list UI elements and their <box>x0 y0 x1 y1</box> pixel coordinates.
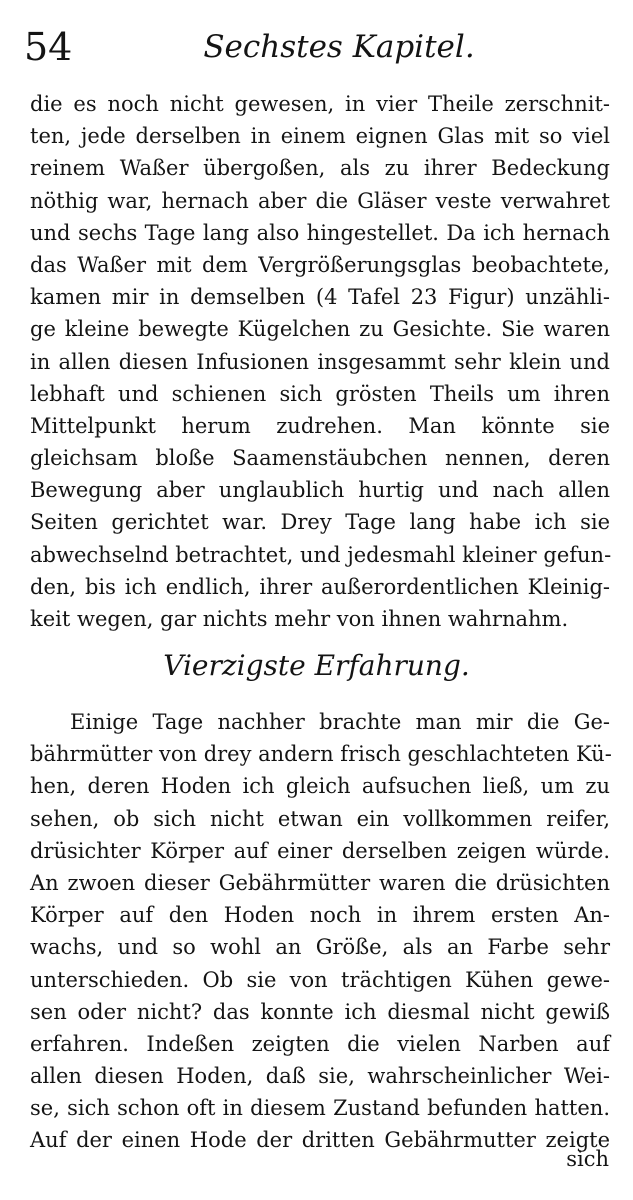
text-line: An zwoen dieser Gebährmütter waren die drüsichten <box>30 870 610 895</box>
text-line: ten, jede derselben in einem eignen Glas mit so viel <box>30 124 610 149</box>
paragraph <box>30 706 610 1157</box>
text-line: bährmütter von drey andern frisch geschlachteten Kü- <box>30 742 612 767</box>
text-line: wachs, und so wohl an Größe, als an Farbe sehr <box>30 935 610 960</box>
text-line: keit wegen, gar nichts mehr von ihnen wahrnahm. <box>30 607 569 631</box>
text-line: Körper auf den Hoden noch in ihrem ersten An- <box>30 903 610 928</box>
text-line: in allen diesen Infusionen insgesammt sehr klein und <box>30 349 610 374</box>
text-line: lebhaft und schienen sich grösten Theils um ihren <box>30 381 610 406</box>
text-line: Mittelpunkt herum zudrehen. Man könnte sie <box>30 413 610 438</box>
text-line: Auf der einen Hode der dritten Gebährmutter zeigte <box>30 1128 610 1153</box>
text-line: erfahren. Indeßen zeigten die vielen Narben auf <box>30 1031 610 1056</box>
text-line: ge kleine bewegte Kügelchen zu Gesichte. Sie waren <box>30 317 610 342</box>
text-line: das Waßer mit dem Vergrößerungsglas beobachtete, <box>30 252 610 277</box>
text-line: drüsichter Körper auf einer derselben zeigen würde. <box>30 838 610 863</box>
text-line: se, sich schon oft in diesem Zustand befunden hatten. <box>30 1096 610 1121</box>
text-line: den, bis ich endlich, ihrer außerordentlichen Kleinig- <box>30 574 610 599</box>
section-heading: Vierzigste Erfahrung. <box>163 649 470 682</box>
paragraph-continued <box>30 88 610 635</box>
text-line: gleichsam bloße Saamenstäubchen nennen, deren <box>30 446 610 471</box>
text-line: allen diesen Hoden, daß sie, wahrscheinlicher Wei- <box>30 1064 610 1089</box>
text-line: abwechselnd betrachtet, und jedesmahl kleiner gefun- <box>30 542 612 567</box>
catchword: sich <box>566 1147 609 1171</box>
running-head: Sechstes Kapitel. <box>203 29 475 65</box>
text-line: unterschieden. Ob sie von trächtigen Kühen gewe- <box>30 967 610 992</box>
text-line: Einige Tage nachher brachte man mir die Ge- <box>70 710 610 734</box>
text-line: hen, deren Hoden ich gleich aufsuchen ließ, um zu <box>30 774 610 799</box>
text-line: und sechs Tage lang also hingestellet. Da ich hernach <box>30 220 610 245</box>
text-line: sen oder nicht? das konnte ich diesmal nicht gewiß <box>30 999 610 1024</box>
text-line: reinem Waßer übergoßen, als zu ihrer Bedeckung <box>30 156 610 181</box>
text-line: kamen mir in demselben (4 Tafel 23 Figur) unzähli- <box>30 285 610 310</box>
text-line: Bewegung aber unglaublich hurtig und nach allen <box>30 478 610 503</box>
text-line: sehen, ob sich nicht etwan ein vollkommen reifer, <box>30 806 610 831</box>
text-line: nöthig war, hernach aber die Gläser veste verwahret <box>30 188 610 213</box>
text-line: Seiten gerichtet war. Drey Tage lang habe ich sie <box>30 510 610 535</box>
text-line: die es noch nicht gewesen, in vier Theile zerschnit- <box>30 92 610 116</box>
page-number: 54 <box>24 25 73 69</box>
page-header <box>24 22 614 72</box>
